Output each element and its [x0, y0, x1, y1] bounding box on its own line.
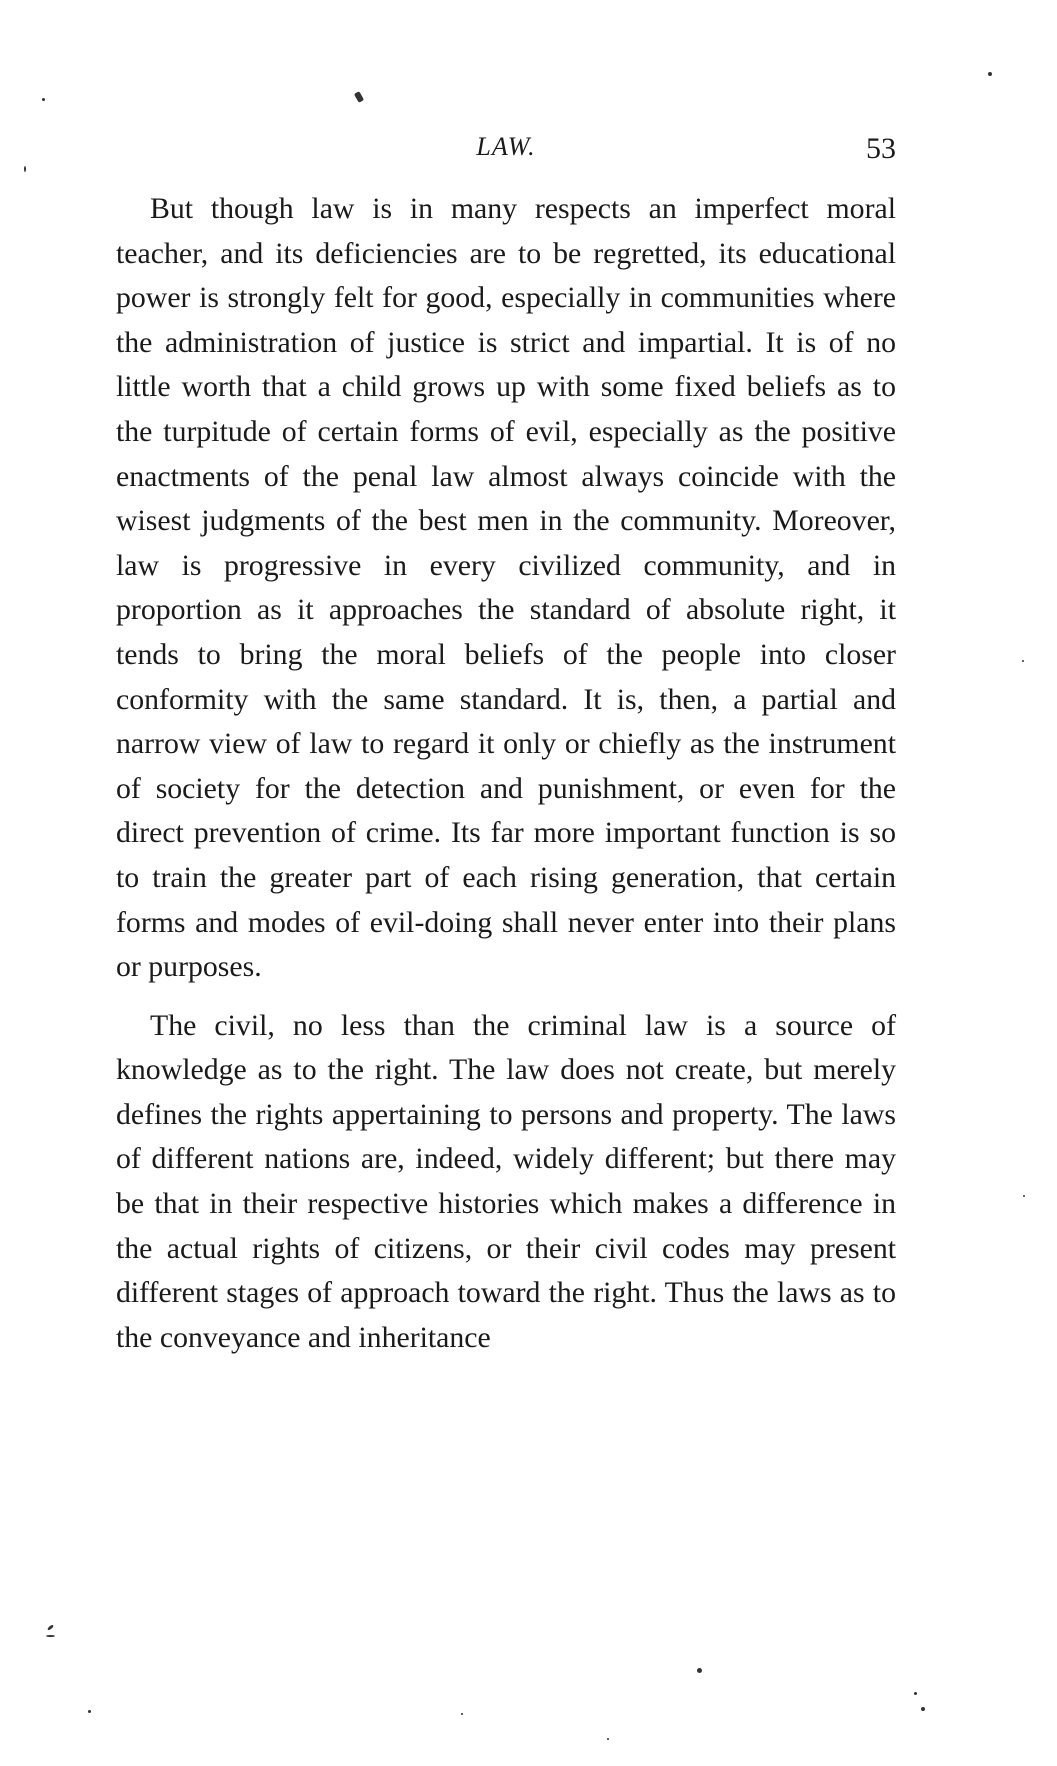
page-header — [116, 132, 896, 172]
body-text — [116, 187, 896, 1360]
scan-speck — [354, 91, 364, 103]
paragraph-2: The civil, no less than the criminal law is a source of knowledge as to the right. The law does not create, but merely defines the rights appertaining to persons and property. The laws of different nations are, indeed, widely different; but there may be that in their respective histories which makes a difference in the actual rights of citizens, or their civil codes may present different stages of approach toward the right. Thus the laws as to the conveyance and inheritance — [116, 1008, 896, 1354]
paragraph-1: But though law is in many respects an imperfect moral teacher, and its deficiencies are to be regretted, its educational power is strongly felt for good, especially in communities where the administration of justice is strict and impartial. It is of no little worth that a child grows up with some fixed beliefs as to the turpitude of certain forms of evil, especially as the positive enactments of the penal law almost always coincide with the wisest judgments of the best men in the community. Moreover, law is progressive in every civilized community, and in proportion as it approaches the standard of absolute right, it tends to bring the moral beliefs of the people into closer conformity with the same standard. It is, then, a partial and narrow view of law to regard it only or chiefly as the instrument of society for the detection and punishment, or even for the direct prevention of crime. Its far more important function is so to train the greater part of each rising generation, that certain forms and modes of evil-doing shall never enter into their plans or purposes. — [116, 192, 896, 984]
scan-speck — [914, 1692, 917, 1695]
scan-speck — [1022, 660, 1024, 662]
scan-speck — [461, 1713, 463, 1715]
scan-speck — [607, 1738, 609, 1740]
running-title: LAW. — [476, 132, 536, 161]
scan-speck — [1023, 1195, 1025, 1197]
scan-speck — [697, 1668, 702, 1673]
scan-speck — [46, 1635, 55, 1637]
page-number: 53 — [866, 132, 896, 165]
scan-speck — [988, 72, 992, 76]
scan-speck — [88, 1710, 91, 1713]
scan-speck — [921, 1707, 925, 1711]
scan-speck — [47, 1624, 54, 1631]
scan-speck — [24, 166, 26, 172]
scan-speck — [42, 98, 45, 101]
